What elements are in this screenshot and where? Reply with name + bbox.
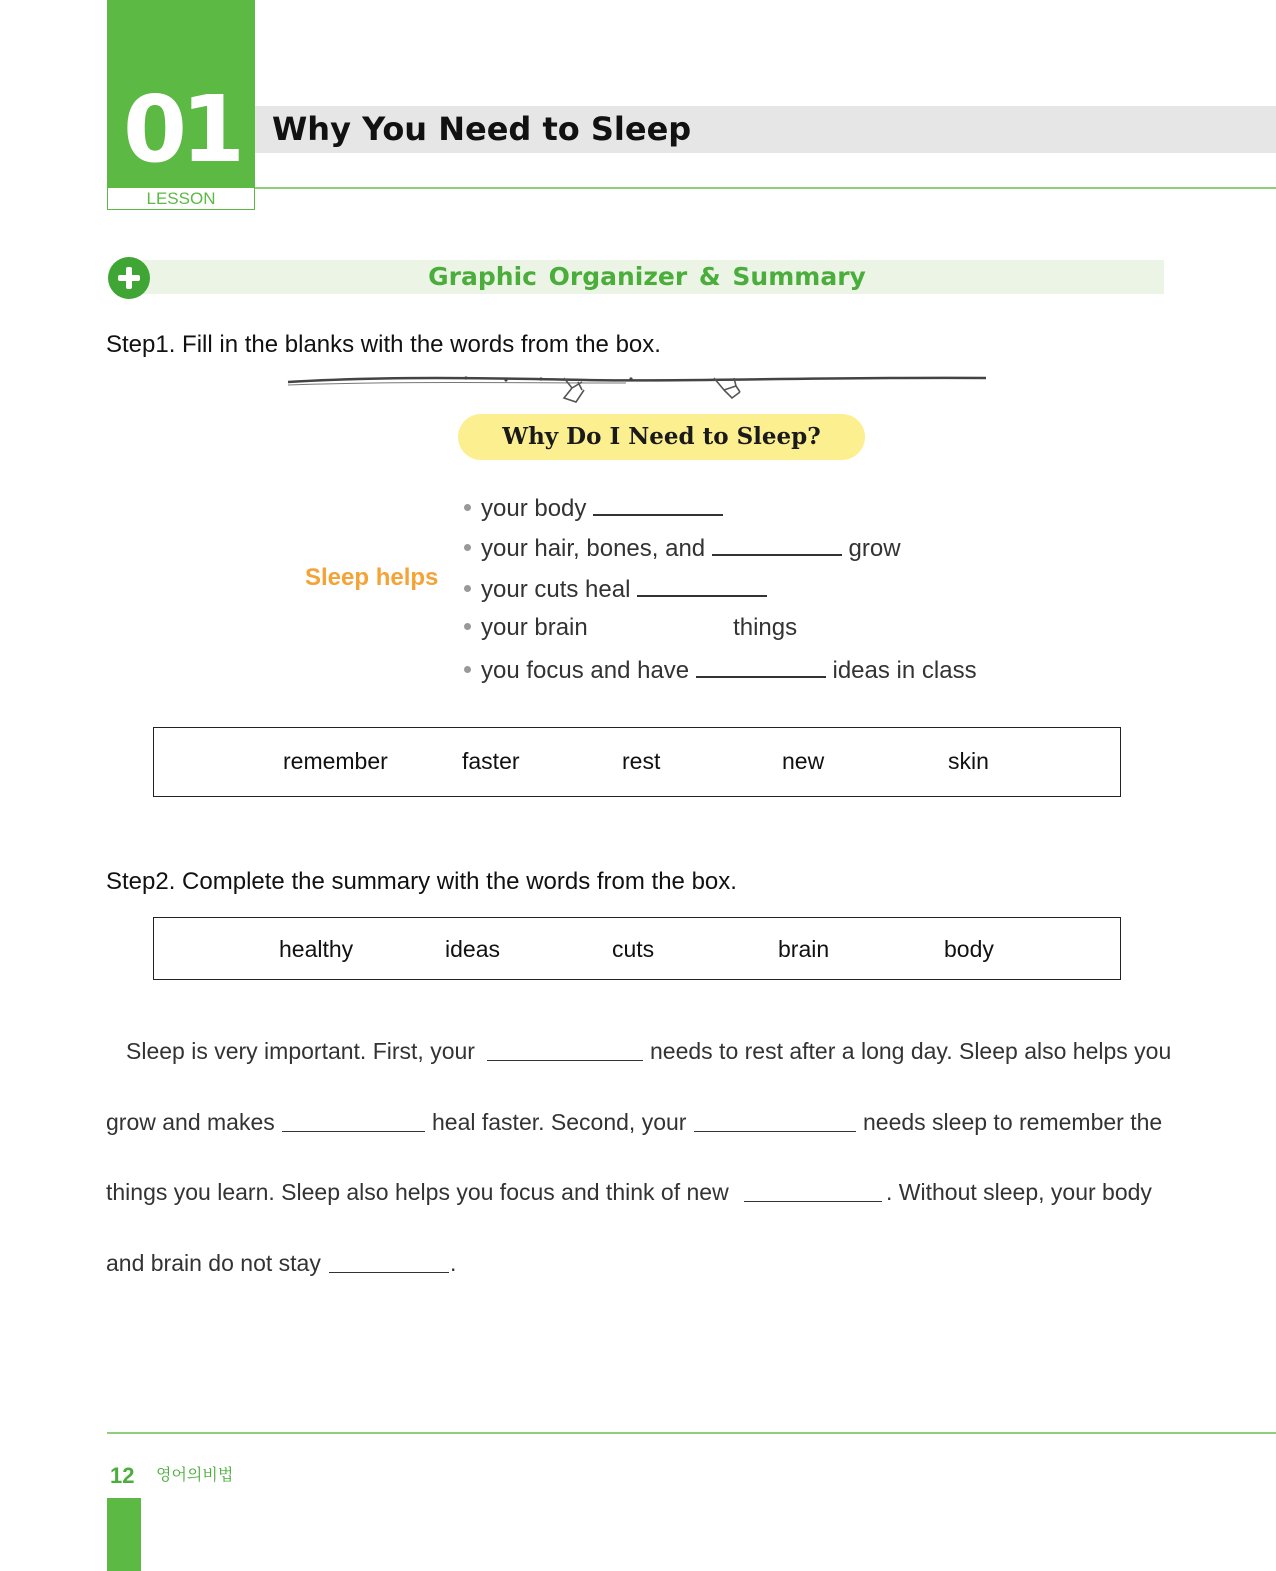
- lesson-label: LESSON: [107, 188, 255, 210]
- bullet-icon: [464, 623, 471, 630]
- summary-text: heal faster. Second, your: [432, 1109, 687, 1135]
- organizer-item: your cuts heal: [464, 571, 767, 606]
- answer-blank[interactable]: [744, 1179, 882, 1202]
- step2-heading: Step2. Complete the summary with the words from the box.: [106, 868, 737, 895]
- summary-text: Sleep is very important. First, your: [126, 1038, 475, 1064]
- answer-blank[interactable]: [487, 1038, 643, 1061]
- bullet-icon: [464, 585, 471, 592]
- word-chip: brain: [778, 936, 830, 962]
- organizer-item: your body: [464, 490, 723, 525]
- bullet-icon: [464, 544, 471, 551]
- bullet-icon: [464, 666, 471, 673]
- word-chip: ideas: [445, 936, 500, 962]
- summary-text: needs to rest after a long day. Sleep also helps you: [650, 1038, 1172, 1064]
- organizer-item: your brain things: [464, 612, 797, 644]
- summary-text: things you learn. Sleep also helps you focus and think of new: [106, 1179, 729, 1205]
- word-chip: new: [782, 748, 825, 774]
- organizer-item: your hair, bones, and grow: [464, 530, 901, 565]
- word-chip: faster: [462, 748, 520, 774]
- book-title: 영어의비법: [156, 1467, 234, 1484]
- word-chip: cuts: [612, 936, 655, 962]
- word-chip: rest: [622, 748, 661, 774]
- lesson-number: 01: [122, 76, 240, 183]
- step1-heading: Step1. Fill in the blanks with the words from the box.: [106, 331, 661, 358]
- answer-blank[interactable]: [329, 1250, 449, 1273]
- summary-text: .: [450, 1250, 457, 1276]
- summary-text: needs sleep to remember the: [863, 1109, 1163, 1135]
- section-title: Graphic Organizer & Summary: [428, 262, 866, 291]
- header-divider: [255, 187, 1276, 189]
- word-chip: remember: [283, 748, 388, 774]
- word-chip: body: [944, 936, 994, 962]
- footer-tab: [107, 1498, 141, 1571]
- organizer-question: Why Do I Need to Sleep?: [458, 414, 865, 460]
- summary-text: grow and makes: [106, 1109, 275, 1135]
- answer-blank[interactable]: [696, 652, 826, 678]
- answer-blank[interactable]: [712, 530, 842, 556]
- summary-text: . Without sleep, your body: [886, 1179, 1152, 1205]
- answer-blank[interactable]: [637, 571, 767, 597]
- organizer-item: you focus and have ideas in class: [464, 652, 977, 687]
- word-chip: healthy: [279, 936, 354, 962]
- answer-blank[interactable]: [593, 490, 723, 516]
- page-number: 12: [110, 1463, 135, 1488]
- bullet-icon: [464, 504, 471, 511]
- summary-text: and brain do not stay: [106, 1250, 321, 1276]
- answer-blank[interactable]: [694, 1109, 856, 1132]
- organizer-lead: Sleep helps: [305, 564, 439, 591]
- lesson-title: Why You Need to Sleep: [272, 110, 692, 148]
- word-chip: skin: [948, 748, 989, 774]
- answer-blank[interactable]: [282, 1109, 425, 1132]
- hanging-branch-illustration: [286, 368, 988, 410]
- footer-divider: [107, 1432, 1276, 1434]
